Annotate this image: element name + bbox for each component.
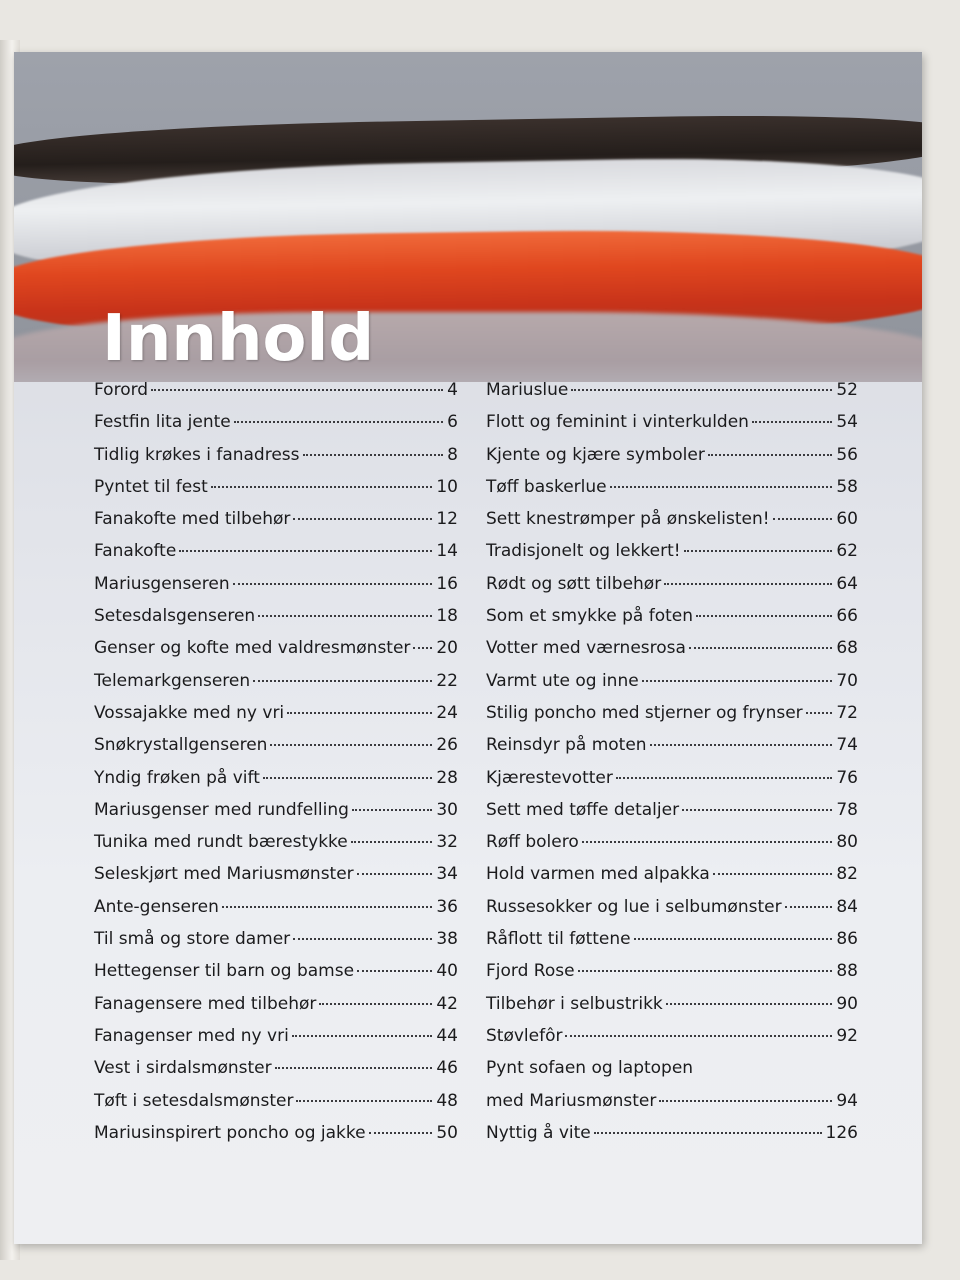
toc-entry-page-number: 34 — [436, 864, 458, 885]
dot-leader — [650, 744, 833, 746]
dot-leader — [369, 1132, 433, 1134]
dot-leader — [319, 1003, 432, 1005]
toc-entry — [94, 380, 458, 412]
dot-leader — [578, 970, 833, 972]
dot-leader — [293, 518, 432, 520]
toc-entry-page-number: 20 — [436, 638, 458, 659]
dot-leader — [413, 647, 432, 649]
dot-leader — [292, 1035, 433, 1037]
dot-leader — [689, 647, 832, 649]
toc-entry — [486, 768, 858, 800]
dot-leader — [275, 1067, 433, 1069]
toc-entry-page-number: 16 — [436, 573, 458, 594]
toc-entry-page-number: 88 — [836, 961, 858, 982]
toc-entry-title: Råflott til føttene — [486, 929, 631, 950]
toc-entry — [486, 606, 858, 638]
dot-leader — [179, 550, 432, 552]
toc-entry-page-number: 40 — [436, 961, 458, 982]
toc-entry — [94, 445, 458, 477]
toc-entry-page-number: 24 — [436, 702, 458, 723]
toc-entry — [94, 961, 458, 993]
toc-entry — [486, 671, 858, 703]
toc-entry — [486, 864, 858, 896]
toc-entry-title: Til små og store damer — [94, 929, 291, 950]
dot-leader — [634, 938, 833, 940]
toc-entry-title: Som et smykke på foten — [486, 606, 694, 627]
dot-leader — [303, 454, 444, 456]
toc-entry-title: Yndig frøken på vift — [94, 767, 260, 788]
toc-entry-title: Røff bolero — [486, 832, 579, 853]
toc-entry-page-number: 84 — [836, 896, 858, 917]
toc-entry — [486, 832, 858, 864]
toc-entry-title: Sett knestrømper på ønskelisten! — [486, 509, 770, 530]
toc-entry-title: Nyttig å vite — [486, 1122, 591, 1143]
toc-entry-page-number: 42 — [436, 993, 458, 1014]
dot-leader — [258, 615, 432, 617]
dot-leader — [594, 1132, 822, 1134]
toc-entry-title: Tradisjonelt og lekkert! — [486, 541, 681, 562]
dot-leader — [684, 550, 833, 552]
toc-entry — [94, 1123, 458, 1155]
toc-entry-page-number: 62 — [836, 541, 858, 562]
toc-entry-title: Fanakofte — [94, 541, 177, 562]
toc-entry-page-number: 76 — [836, 767, 858, 788]
toc-entry-title: Støvlefôr — [486, 1025, 563, 1046]
toc-entry — [486, 1091, 858, 1123]
toc-entry-page-number: 52 — [836, 380, 858, 400]
toc-entry-title: Telemarkgenseren — [94, 670, 251, 691]
toc-entry-title: Fanagenser med ny vri — [94, 1025, 289, 1046]
toc-entry-title: Snøkrystallgenseren — [94, 735, 268, 756]
dot-leader — [565, 1035, 832, 1037]
toc-entry — [94, 735, 458, 767]
toc-entry-title: Tøff baskerlue — [486, 476, 607, 497]
toc-entry — [486, 1026, 858, 1058]
dot-leader — [351, 841, 433, 843]
toc-entry-page-number: 28 — [436, 767, 458, 788]
toc-entry — [486, 703, 858, 735]
dot-leader — [582, 841, 833, 843]
toc-entry — [94, 832, 458, 864]
toc-entry — [94, 606, 458, 638]
toc-entry — [486, 1123, 858, 1155]
toc-entry-title: Hettegenser til barn og bamse — [94, 961, 355, 982]
toc-entry-title: Tilbehør i selbustrikk — [486, 993, 663, 1014]
dot-leader — [708, 454, 833, 456]
page-title: Innhold — [102, 302, 375, 376]
dot-leader — [785, 906, 833, 908]
toc-entry — [94, 703, 458, 735]
toc-entry — [94, 541, 458, 573]
toc-entry — [486, 800, 858, 832]
dot-leader — [296, 1100, 432, 1102]
dot-leader — [571, 389, 832, 391]
dot-leader — [713, 873, 833, 875]
toc-entry-page-number: 10 — [436, 476, 458, 497]
toc-entry-title: Vossajakke med ny vri — [94, 702, 285, 723]
dot-leader — [357, 970, 432, 972]
toc-entry-page-number: 80 — [836, 832, 858, 853]
dot-leader — [682, 809, 832, 811]
toc-entry-page-number: 26 — [436, 735, 458, 756]
toc-entry-title: Sett med tøffe detaljer — [486, 799, 680, 820]
toc-entry-title: Fjord Rose — [486, 961, 575, 982]
toc-entry — [486, 735, 858, 767]
dot-leader — [253, 680, 432, 682]
dot-leader — [293, 938, 432, 940]
toc-entry-page-number: 90 — [836, 993, 858, 1014]
toc-entry-page-number: 46 — [436, 1058, 458, 1079]
toc-entry — [486, 541, 858, 573]
toc-entry-page-number: 60 — [836, 509, 858, 530]
toc-entry-title: Genser og kofte med valdresmønster — [94, 638, 411, 659]
dot-leader — [806, 712, 833, 714]
dot-leader — [151, 389, 443, 391]
toc-entry-page-number: 50 — [436, 1122, 458, 1143]
toc-entry-page-number: 36 — [436, 896, 458, 917]
toc-entry-page-number: 56 — [836, 444, 858, 465]
toc-entry-title: Russesokker og lue i selbumønster — [486, 896, 782, 917]
toc-entry-title: Ante-genseren — [94, 896, 219, 917]
dot-leader — [659, 1100, 832, 1102]
toc-entry-title: Mariusinspirert poncho og jakke — [94, 1122, 366, 1143]
toc-entry-page-number: 12 — [436, 509, 458, 530]
toc-entry — [486, 1058, 858, 1090]
toc-entry-page-number: 18 — [436, 606, 458, 627]
toc-entry-page-number: 126 — [825, 1122, 858, 1143]
toc-entry-title: Kjente og kjære symboler — [486, 444, 705, 465]
toc-entry — [94, 800, 458, 832]
toc-entry-title: med Mariusmønster — [486, 1090, 657, 1111]
toc-entry-page-number: 64 — [836, 573, 858, 594]
toc-entry-title: Tidlig krøkes i fanadress — [94, 444, 300, 465]
toc-entry-page-number: 4 — [447, 380, 458, 400]
dot-leader — [696, 615, 832, 617]
toc-entry — [486, 994, 858, 1026]
toc-entry-page-number: 86 — [836, 929, 858, 950]
toc-entry-title: Mariusgenser med rundfelling — [94, 799, 349, 820]
toc-entry-page-number: 8 — [447, 444, 458, 465]
toc-entry-page-number: 68 — [836, 638, 858, 659]
contents-page — [14, 52, 922, 1244]
toc-entry-page-number: 78 — [836, 799, 858, 820]
toc-entry — [486, 574, 858, 606]
dot-leader — [263, 777, 432, 779]
toc-entry-page-number: 92 — [836, 1025, 858, 1046]
toc-entry — [486, 380, 858, 412]
toc-entry-page-number: 30 — [436, 799, 458, 820]
toc-entry — [94, 574, 458, 606]
toc-entry-page-number: 94 — [836, 1090, 858, 1111]
toc-entry-page-number: 82 — [836, 864, 858, 885]
dot-leader — [222, 906, 433, 908]
toc-right-column — [486, 380, 858, 1155]
dot-leader — [234, 421, 443, 423]
toc-entry — [486, 445, 858, 477]
toc-entry — [486, 412, 858, 444]
toc-entry-title: Pyntet til fest — [94, 476, 208, 497]
toc-entry-page-number: 6 — [447, 412, 458, 433]
toc-entry-title: Votter med værnesrosa — [486, 638, 686, 659]
dot-leader — [666, 1003, 833, 1005]
dot-leader — [664, 583, 832, 585]
toc-entry-page-number: 72 — [836, 702, 858, 723]
toc-entry — [94, 638, 458, 670]
toc-entry-title: Forord — [94, 380, 149, 400]
toc-entry-page-number: 54 — [836, 412, 858, 433]
toc-entry — [94, 1091, 458, 1123]
toc-entry-page-number: 32 — [436, 832, 458, 853]
dot-leader — [352, 809, 432, 811]
toc-entry-title: Rødt og søtt tilbehør — [486, 573, 662, 594]
toc-entry — [486, 929, 858, 961]
toc-entry — [94, 1058, 458, 1090]
dot-leader — [773, 518, 833, 520]
toc-entry — [94, 477, 458, 509]
dot-leader — [616, 777, 832, 779]
dot-leader — [287, 712, 432, 714]
toc-entry-title: Seleskjørt med Mariusmønster — [94, 864, 354, 885]
toc-entry-title: Tøft i setesdalsmønster — [94, 1090, 294, 1111]
toc-entry-title: Pynt sofaen og laptopen — [486, 1058, 694, 1079]
toc-entry — [94, 671, 458, 703]
toc-left-column — [94, 380, 458, 1155]
toc-entry — [486, 961, 858, 993]
toc-entry-title: Vest i sirdalsmønster — [94, 1058, 272, 1079]
toc-entry-page-number: 66 — [836, 606, 858, 627]
dot-leader — [610, 486, 833, 488]
toc-entry-title: Stilig poncho med stjerner og frynser — [486, 702, 803, 723]
toc-entry — [486, 509, 858, 541]
toc-entry-title: Fanagensere med tilbehør — [94, 993, 317, 1014]
toc-entry — [94, 1026, 458, 1058]
toc-entry-title: Mariuslue — [486, 380, 569, 400]
toc-entry-page-number: 74 — [836, 735, 858, 756]
toc-entry-title: Fanakofte med tilbehør — [94, 509, 291, 530]
dot-leader — [642, 680, 833, 682]
toc-entry-page-number: 14 — [436, 541, 458, 562]
toc-entry-page-number: 48 — [436, 1090, 458, 1111]
dot-leader — [233, 583, 433, 585]
toc-entry-title: Hold varmen med alpakka — [486, 864, 710, 885]
toc-entry-title: Reinsdyr på moten — [486, 735, 647, 756]
toc-entry — [94, 929, 458, 961]
dot-leader — [270, 744, 432, 746]
toc-entry — [94, 994, 458, 1026]
toc-entry — [94, 412, 458, 444]
dot-leader — [357, 873, 433, 875]
toc-entry-title: Varmt ute og inne — [486, 670, 639, 691]
toc-entry-title: Kjærestevotter — [486, 767, 613, 788]
dot-leader — [211, 486, 433, 488]
toc-entry — [486, 477, 858, 509]
toc-entry-title: Mariusgenseren — [94, 573, 230, 594]
toc-entry — [94, 768, 458, 800]
toc-entry-page-number: 38 — [436, 929, 458, 950]
toc-entry-title: Festfin lita jente — [94, 412, 231, 433]
toc-entry — [94, 897, 458, 929]
toc-entry-title: Tunika med rundt bærestykke — [94, 832, 348, 853]
toc-entry-title: Flott og feminint i vinterkulden — [486, 412, 749, 433]
toc-entry — [94, 509, 458, 541]
toc-entry-page-number: 44 — [436, 1025, 458, 1046]
toc-entry-page-number: 22 — [436, 670, 458, 691]
dot-leader — [752, 421, 832, 423]
toc-entry-page-number: 70 — [836, 670, 858, 691]
toc-entry — [94, 864, 458, 896]
toc-entry-title: Setesdalsgenseren — [94, 606, 256, 627]
toc-entry — [486, 897, 858, 929]
toc-entry-page-number: 58 — [836, 476, 858, 497]
toc-entry — [486, 638, 858, 670]
